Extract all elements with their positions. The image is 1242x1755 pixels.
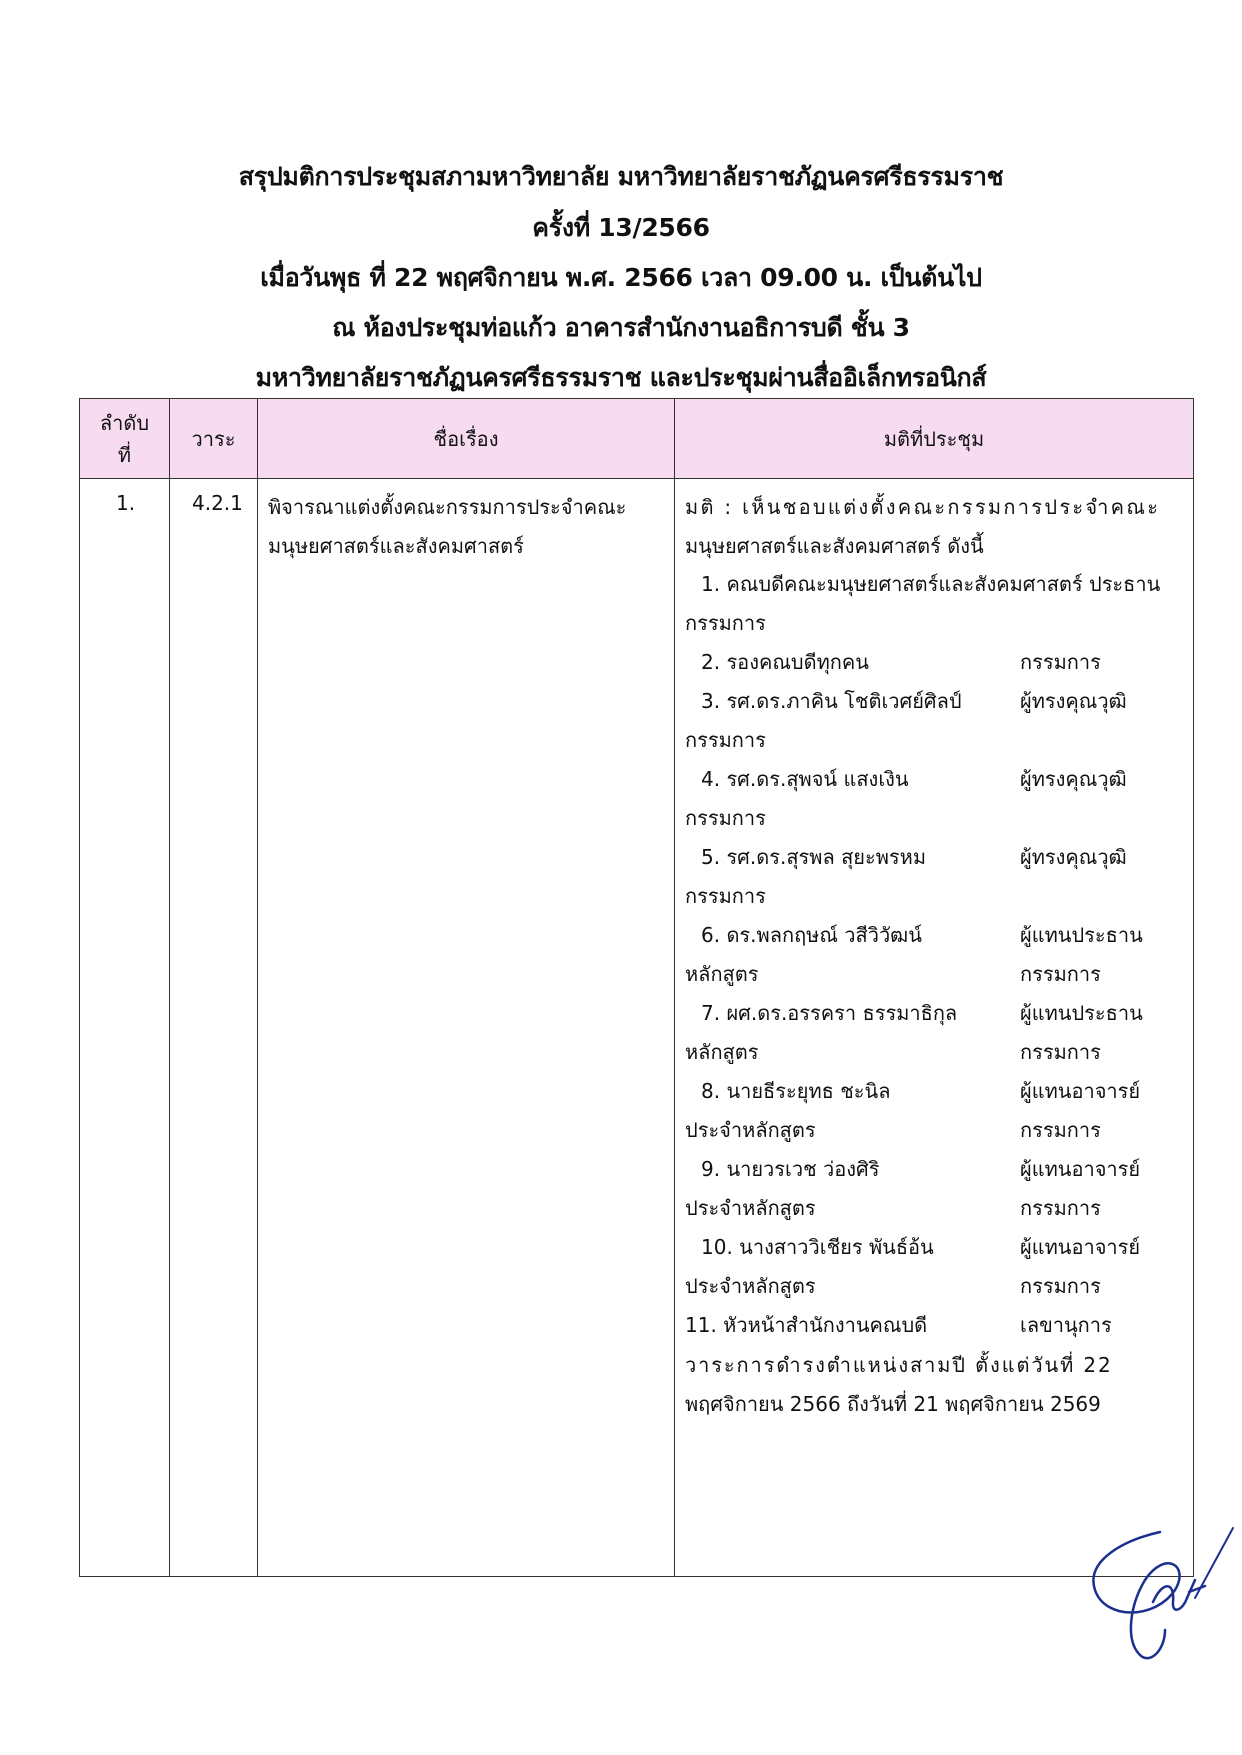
- resolution-table: [79, 398, 1194, 1577]
- subject-line: มนุษยศาสตร์และสังคมศาสตร์: [268, 534, 524, 558]
- header-subject: ชื่อเรื่อง: [258, 399, 675, 479]
- cell-agenda: 4.2.1: [170, 479, 258, 1577]
- term-text: วาระการดำรงตำแหน่งสามปี ตั้งแต่วันที่ 22: [685, 1353, 1113, 1377]
- subject-line: พิจารณาแต่งตั้งคณะกรรมการประจำคณะ: [268, 495, 627, 519]
- member-name-cont: ประจำหลักสูตร: [685, 1118, 816, 1142]
- member-role: ผู้ทรงคุณวุฒิ: [1020, 845, 1127, 869]
- member-name: 8. นายธีระยุทธ ชะนิล: [701, 1079, 891, 1103]
- member-name-cont: ประจำหลักสูตร: [685, 1274, 816, 1298]
- member-name: 6. ดร.พลกฤษณ์ วสีวิวัฒน์: [701, 923, 922, 947]
- member-role: เลขานุการ: [1020, 1313, 1112, 1337]
- member-role: กรรมการ: [1020, 1040, 1101, 1064]
- member-name: 4. รศ.ดร.สุพจน์ แสงเงิน: [701, 767, 909, 791]
- member-role: กรรมการ: [1020, 962, 1101, 986]
- member-name-cont: กรรมการ: [685, 611, 766, 635]
- member-name: 3. รศ.ดร.ภาคิน โชติเวศย์ศิลป์: [701, 689, 962, 713]
- member-role: ผู้ทรงคุณวุฒิ: [1020, 767, 1127, 791]
- member-role: ผู้ทรงคุณวุฒิ: [1020, 689, 1127, 713]
- heading-venue-online: มหาวิทยาลัยราชภัฏนครศรีธรรมราช และประชุมผ่านสื่ออิเล็กทรอนิกส์: [255, 363, 987, 392]
- member-name-cont: ประจำหลักสูตร: [685, 1196, 816, 1220]
- member-name-cont: หลักสูตร: [685, 962, 759, 986]
- resolution-intro: มติ : เห็นชอบแต่งตั้งคณะกรรมการประจำคณะ: [685, 495, 1161, 519]
- member-name: 9. นายวรเวช ว่องศิริ: [701, 1157, 880, 1181]
- member-role: ผู้แทนประธาน: [1020, 923, 1143, 947]
- heading-session: ครั้งที่ 13/2566: [532, 213, 710, 242]
- member-name: 1. คณบดีคณะมนุษยศาสตร์และสังคมศาสตร์ ประธาน: [701, 572, 1161, 596]
- member-role: ผู้แทนอาจารย์: [1020, 1079, 1141, 1103]
- header-agenda: วาระ: [170, 399, 258, 479]
- member-name: 2. รองคณบดีทุกคน: [701, 650, 869, 674]
- member-name-cont: กรรมการ: [685, 806, 766, 830]
- member-role: กรรมการ: [1020, 1118, 1101, 1142]
- cell-no: 1.: [80, 479, 170, 1577]
- member-role: กรรมการ: [1020, 1196, 1101, 1220]
- member-role: กรรมการ: [1020, 650, 1101, 674]
- table-header-row: [80, 399, 1194, 479]
- member-name: 10. นางสาววิเชียร พันธ์อ้น: [701, 1235, 934, 1259]
- heading-datetime: เมื่อวันพุธ ที่ 22 พฤศจิกายน พ.ศ. 2566 เวลา 09.00 น. เป็นต้นไป: [260, 263, 982, 292]
- member-name: 5. รศ.ดร.สุรพล สุยะพรหม: [701, 845, 927, 869]
- member-name-cont: กรรมการ: [685, 728, 766, 752]
- term-text: พฤศจิกายน 2566 ถึงวันที่ 21 พฤศจิกายน 2569: [685, 1392, 1101, 1416]
- header-no: ลำดับ ที่: [80, 399, 170, 479]
- member-role: ผู้แทนอาจารย์: [1020, 1157, 1141, 1181]
- member-role: ผู้แทนอาจารย์: [1020, 1235, 1141, 1259]
- header-resolution: มติที่ประชุม: [675, 399, 1194, 479]
- cell-resolution: [675, 479, 1194, 1577]
- heading-title: สรุปมติการประชุมสภามหาวิทยาลัย มหาวิทยาลัยราชภัฏนครศรีธรรมราช: [238, 162, 1004, 191]
- member-role: ผู้แทนประธาน: [1020, 1001, 1143, 1025]
- resolution-intro: มนุษยศาสตร์และสังคมศาสตร์ ดังนี้: [685, 534, 984, 558]
- member-name-cont: หลักสูตร: [685, 1040, 759, 1064]
- heading-venue: ณ ห้องประชุมท่อแก้ว อาคารสำนักงานอธิการบดี ชั้น 3: [332, 313, 910, 342]
- table-row: [80, 479, 1194, 1577]
- cell-subject: [258, 479, 675, 1577]
- member-role: กรรมการ: [1020, 1274, 1101, 1298]
- member-name: 7. ผศ.ดร.อรรครา ธรรมาธิกุล: [701, 1001, 958, 1025]
- member-name-cont: กรรมการ: [685, 884, 766, 908]
- handwritten-signature: [1065, 1470, 1235, 1670]
- member-name: 11. หัวหน้าสำนักงานคณบดี: [685, 1313, 928, 1337]
